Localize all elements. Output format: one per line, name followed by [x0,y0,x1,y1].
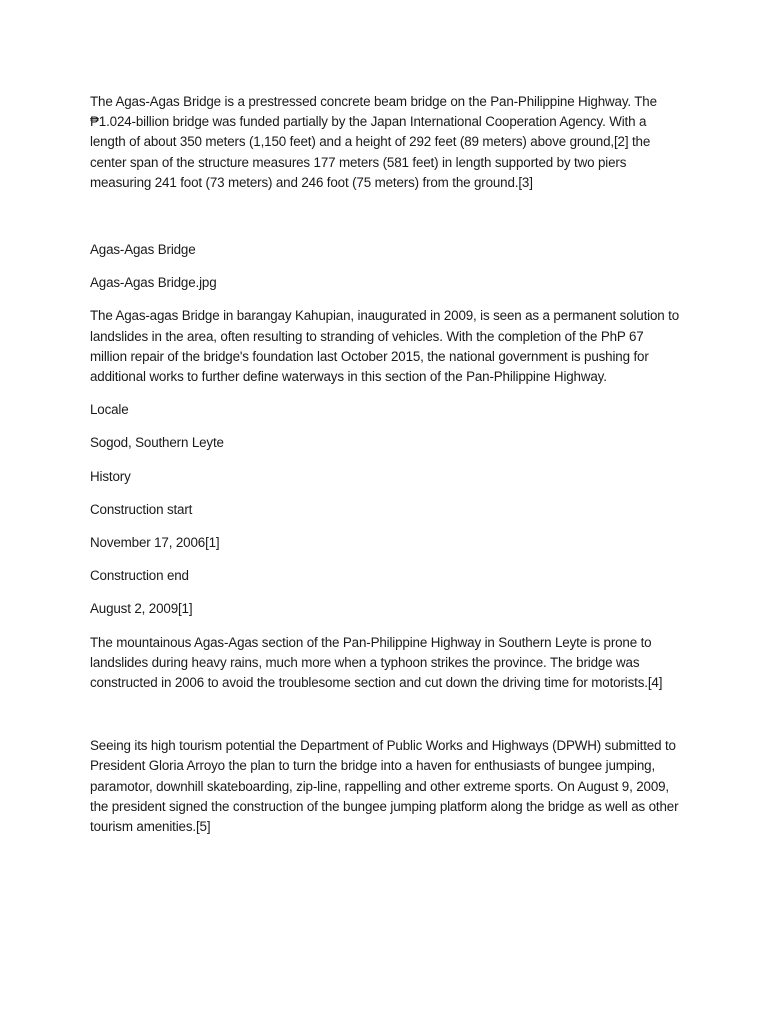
construction-end-label: Construction end [90,568,189,584]
spacer [90,387,680,400]
spacer [90,487,680,500]
spacer [90,586,680,599]
infobox-caption: The Agas-agas Bridge in barangay Kahupian, inaugurated in 2009, is seen as a permanent solution to landslides in the area, often resulting to stranding of vehicles. With the completion of the PhP 67 million repair of the bridge's foundation last October 2015, the national government is pushing for additional works to further define waterways in this section of the Pan-Philippine Highway. [90,308,680,385]
intro-paragraph: The Agas-Agas Bridge is a prestressed concrete beam bridge on the Pan-Philippine Highway. The ₱1.024-billion bridge was funded partially by the Japan International Cooperation Agency. With a length of about 350 meters (1,150 feet) and a height of 292 feet (89 meters) above ground,[2] the center span of the structure measures 177 meters (581 feet) in length supported by two piers measuring 241 foot (73 meters) and 246 foot (75 meters) from the ground.[3] [90,94,657,190]
spacer [90,620,680,633]
construction-end-value: August 2, 2009[1] [90,601,193,617]
section-paragraph: The mountainous Agas-Agas section of the Pan-Philippine Highway in Southern Leyte is prone to landslides during heavy rains, much more when a typhoon strikes the province. The bridge was constructed in 2006 to avoid the troublesome section and cut down the driving time for motorists.[4] [90,634,663,691]
locale-value: Sogod, Southern Leyte [90,435,224,451]
construction-start-value: November 17, 2006[1] [90,535,220,551]
spacer [90,260,680,273]
spacer [90,293,680,306]
infobox-title: Agas-Agas Bridge [90,242,196,258]
spacer [90,520,680,533]
history-label: History [90,468,131,484]
spacer [90,420,680,433]
infobox-image-name: Agas-Agas Bridge.jpg [90,275,217,291]
locale-label: Locale [90,402,129,418]
document-body [90,92,680,837]
tourism-paragraph: Seeing its high tourism potential the Department of Public Works and Highways (DPWH) submitted to President Gloria Arroyo the plan to turn the bridge into a haven for enthusiasts of bungee jumping, paramotor, downhill skateboarding, zip-line, rappelling and other extreme sports. On August 9, 2009, the president signed the construction of the bungee jumping platform along the bridge as well as other tourism amenities.[5] [90,738,679,835]
spacer [90,553,680,566]
spacer [90,454,680,467]
spacer [90,193,680,240]
spacer [90,693,680,736]
construction-start-label: Construction start [90,501,193,517]
